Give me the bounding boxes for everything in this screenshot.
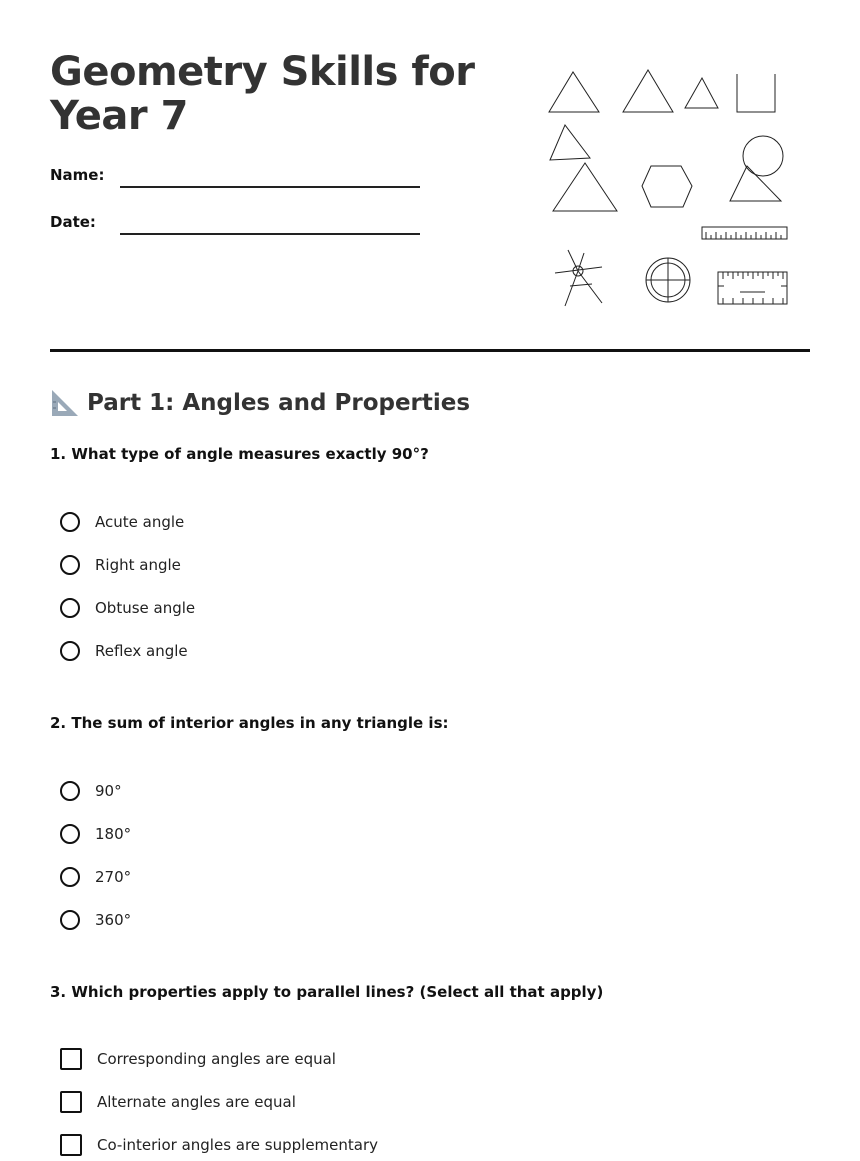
option-label: Obtuse angle — [95, 599, 196, 617]
ruler-icon — [702, 227, 787, 239]
set-square-icon — [50, 388, 80, 418]
option-360-degrees[interactable] — [60, 907, 131, 933]
triangle-icon — [550, 125, 590, 160]
ruler-icon — [718, 272, 787, 304]
option-label: Corresponding angles are equal — [97, 1050, 336, 1068]
option-label: 270° — [95, 868, 132, 886]
question-2-text: 2. The sum of interior angles in any triangle is: — [50, 714, 449, 732]
option-acute-angle[interactable] — [60, 509, 184, 535]
option-reflex-angle[interactable] — [60, 638, 188, 664]
hexagon-icon — [642, 166, 692, 207]
section-header — [50, 388, 470, 418]
page-title: Geometry Skills for Year 7 — [50, 49, 475, 139]
option-270-degrees[interactable] — [60, 864, 131, 890]
date-label: Date: — [50, 213, 96, 231]
name-label: Name: — [50, 166, 105, 184]
radio-button[interactable] — [60, 867, 80, 887]
option-obtuse-angle[interactable] — [60, 595, 195, 621]
checkbox[interactable] — [60, 1048, 82, 1070]
triangle-icon — [623, 70, 673, 112]
radio-button[interactable] — [60, 824, 80, 844]
radio-button[interactable] — [60, 512, 80, 532]
triangle-icon — [685, 78, 718, 108]
triangle-icon — [549, 72, 599, 112]
compass-icon — [555, 250, 602, 306]
option-label: 180° — [95, 825, 132, 843]
option-label: 90° — [95, 782, 122, 800]
radio-button[interactable] — [60, 910, 80, 930]
option-label: Alternate angles are equal — [97, 1093, 296, 1111]
option-label: Right angle — [95, 556, 181, 574]
option-90-degrees[interactable] — [60, 778, 122, 804]
date-field[interactable] — [120, 233, 420, 235]
radio-button[interactable] — [60, 598, 80, 618]
triangle-icon — [730, 166, 781, 201]
header-divider — [50, 349, 810, 352]
radio-button[interactable] — [60, 641, 80, 661]
option-corresponding-angles[interactable] — [60, 1046, 336, 1072]
protractor-icon — [646, 258, 690, 302]
radio-button[interactable] — [60, 555, 80, 575]
circle-icon — [743, 136, 783, 176]
geometry-shapes-illustration — [540, 60, 800, 320]
question-3-text: 3. Which properties apply to parallel lines? (Select all that apply) — [50, 983, 604, 1001]
name-field[interactable] — [120, 186, 420, 188]
question-1-text: 1. What type of angle measures exactly 90°? — [50, 445, 429, 463]
option-alternate-angles[interactable] — [60, 1089, 296, 1115]
option-co-interior-angles[interactable] — [60, 1132, 378, 1158]
square-icon — [737, 74, 775, 112]
checkbox[interactable] — [60, 1134, 82, 1156]
section-title: Part 1: Angles and Properties — [87, 390, 471, 416]
triangle-icon — [553, 163, 617, 211]
option-right-angle[interactable] — [60, 552, 181, 578]
checkbox[interactable] — [60, 1091, 82, 1113]
radio-button[interactable] — [60, 781, 80, 801]
option-label: 360° — [95, 911, 132, 929]
option-label: Co-interior angles are supplementary — [97, 1136, 379, 1154]
option-180-degrees[interactable] — [60, 821, 131, 847]
option-label: Acute angle — [95, 513, 185, 531]
option-label: Reflex angle — [95, 642, 188, 660]
